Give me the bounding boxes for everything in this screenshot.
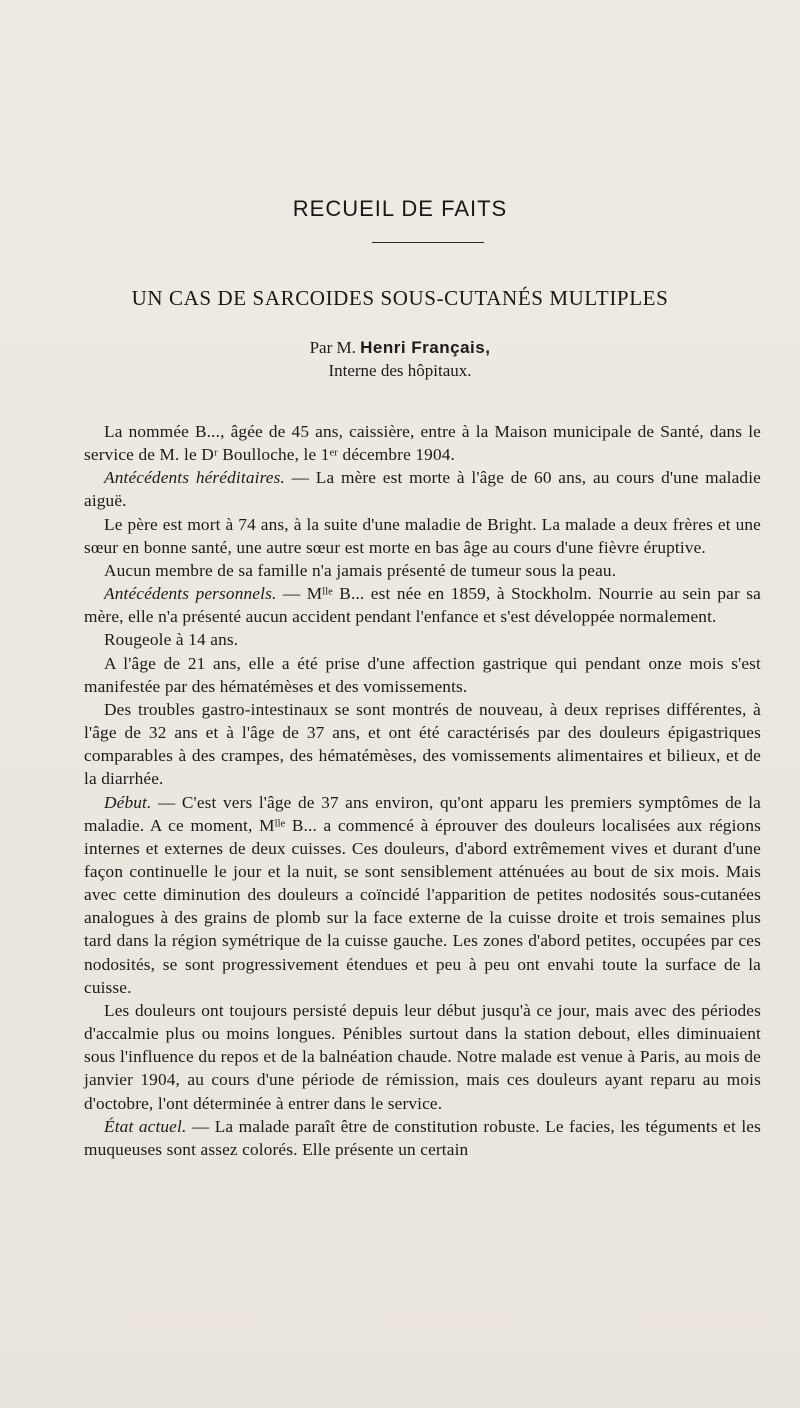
author-prefix: Par M.	[309, 338, 356, 357]
paragraph-text: Rougeole à 14 ans.	[104, 630, 239, 650]
paragraph-text: — La mère est morte à l'âge de 60 ans, au cours d'une maladie aiguë.	[84, 468, 761, 511]
paragraph-lead: Antécédents héréditaires.	[104, 468, 285, 488]
paragraph-text: Les douleurs ont toujours persisté depuis leur début jusqu'à ce jour, mais avec des périodes d'accalmie plus ou moins longues. Pénibles surtout dans la station debout, elles diminuaient sous l'influence du repos et de la balnéation chaude. Notre malade est venue à Paris, au mois de janvier 1904, au cours d'une période de rémission, mais ces douleurs ayant reparu au mois d'octobre, l'ont déterminée à entrer dans le service.	[84, 1000, 761, 1113]
paragraph	[84, 999, 761, 1115]
author-line	[0, 338, 800, 358]
paragraph	[84, 582, 761, 628]
paragraph-text: — C'est vers l'âge de 37 ans environ, qu'ont apparu les premiers symptômes de la maladie. A ce moment, Mˡˡᵉ B... a commencé à éprouver des douleurs localisées aux régions internes et externes de deux cuisses. Ces douleurs, d'abord extrêmement vives et durant d'une façon continuelle le jour et la nuit, se sont sensiblement atténuées au bout de six mois. Mais avec cette diminution des douleurs a coïncidé l'apparition de petites nodosités sous-cutanées analogues à des grains de plomb sur la face externe de la cuisse droite et trois semaines plus tard dans la région symétrique de la cuisse gauche. Les zones d'abord petites, occupées par ces nodosités, se sont progressivement étendues et peu à peu ont envahi toute la surface de la cuisse.	[84, 792, 761, 997]
article-title: UN CAS DE SARCOIDES SOUS-CUTANÉS MULTIPLES	[131, 286, 669, 310]
paragraph-text: La nommée B..., âgée de 45 ans, caissière, entre à la Maison municipale de Santé, dans le service de M. le Dʳ Boulloche, le 1ᵉʳ décembre 1904.	[84, 422, 761, 465]
paragraph-text: — La malade paraît être de constitution robuste. Le facies, les téguments et les muqueuses sont assez colorés. Elle présente un certain	[84, 1116, 761, 1159]
paragraph	[84, 628, 761, 651]
paragraph-lead: État actuel.	[104, 1116, 187, 1136]
paragraph-lead: Début.	[104, 792, 152, 812]
paragraph	[84, 652, 761, 698]
paragraph-text: — Mˡˡᵉ B... est née en 1859, à Stockholm. Nourrie au sein par sa mère, elle n'a présenté aucun accident pendant l'enfance et s'est développée normalement.	[84, 584, 761, 627]
section-title: RECUEIL DE FAITS	[292, 196, 508, 221]
paragraph-text: Des troubles gastro-intestinaux se sont montrés de nouveau, à deux reprises différentes, à l'âge de 32 ans et à l'âge de 37 ans, et ont été caractérisés par des douleurs épigastriques comparables à des crampes, des hématémèses, des vomissements alimentaires et bilieux, et de la diarrhée.	[84, 699, 761, 789]
paragraph	[84, 513, 761, 559]
paragraph-lead: Antécédents personnels.	[104, 584, 277, 604]
paragraph	[84, 466, 761, 512]
paragraph	[84, 698, 761, 791]
paragraph	[84, 1115, 761, 1161]
paragraph	[84, 420, 761, 466]
paragraph-text: A l'âge de 21 ans, elle a été prise d'une affection gastrique qui pendant onze mois s'est manifestée par des hématémèses et des vomissements.	[84, 653, 761, 696]
title-rule	[372, 242, 484, 243]
paragraph-text: Le père est mort à 74 ans, à la suite d'une maladie de Bright. La malade a deux frères et une sœur en bonne santé, une autre sœur est morte en bas âge au cours d'une fièvre éruptive.	[84, 514, 761, 557]
author-name: Henri Français,	[360, 338, 491, 357]
author-affiliation: Interne des hôpitaux.	[328, 361, 472, 380]
paragraph	[84, 791, 761, 999]
paragraph	[84, 559, 761, 582]
article-body	[84, 420, 761, 1161]
paragraph-text: Aucun membre de sa famille n'a jamais présenté de tumeur sous la peau.	[104, 560, 617, 580]
